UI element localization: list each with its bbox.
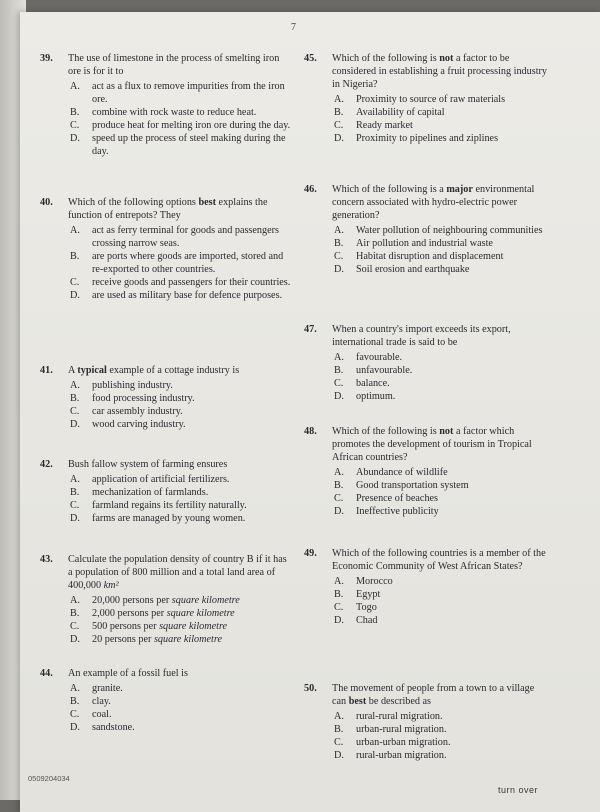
option-letter: D. — [334, 615, 344, 626]
option-letter: D. — [70, 513, 80, 524]
option-text: food processing industry. — [92, 393, 195, 404]
options-list — [334, 466, 550, 518]
question-text: Which of the following options best explains the function of entrepots? They — [68, 197, 268, 221]
option-b — [334, 479, 550, 492]
option-d — [334, 614, 550, 627]
question-49: 49. Which of the following countries is a member of the Economic Community of West African States? A. Morocco B. Egypt C. Togo D. Chad — [304, 547, 550, 627]
option-letter: B. — [70, 251, 80, 262]
question-41: 41. A typical example of a cottage industry is A. publishing industry. B. food processing industry. C. car assembly industry. D. wood carving industry. — [40, 364, 292, 431]
question-text: Which of the following is a major environmental concern associated with hydro-electric power generation? — [332, 184, 535, 221]
option-letter: C. — [334, 120, 344, 131]
options-list — [334, 710, 550, 762]
option-d — [334, 132, 550, 145]
option-b — [70, 695, 292, 708]
option-letter: A. — [334, 352, 344, 363]
option-letter: D. — [334, 750, 344, 761]
option-text: Presence of beaches — [356, 493, 439, 504]
option-text: produce heat for melting iron ore during the day. — [92, 120, 291, 131]
question-45: 45. Which of the following is not a factor to be considered in establishing a fruit processing industry in Nigeria? A. Proximity to source of raw materials B. Availability of capital C. Ready market D. Proximity to pipelines and ziplines — [304, 52, 550, 145]
option-letter: C. — [70, 277, 80, 288]
option-a — [334, 351, 550, 364]
option-text: optimum. — [356, 391, 396, 402]
option-c — [70, 119, 292, 132]
option-letter: C. — [70, 709, 80, 720]
options-list — [334, 351, 550, 403]
option-text: receive goods and passengers for their countries. — [92, 277, 291, 288]
option-letter: C. — [334, 493, 344, 504]
option-text: combine with rock waste to reduce heat. — [92, 107, 257, 118]
option-text: Morocco — [356, 576, 393, 587]
option-letter: D. — [70, 722, 80, 733]
option-letter: B. — [70, 608, 80, 619]
option-text: Togo — [356, 602, 377, 613]
option-text: 20,000 persons per square kilometre — [92, 595, 240, 606]
options-list — [334, 224, 550, 276]
option-d — [334, 263, 550, 276]
question-48: 48. Which of the following is not a factor which promotes the development of tourism in Tropical African countries? A. Abundance of wildlife B. Good transportation system C. Presence of beaches D. Ineffective publicity — [304, 425, 550, 518]
option-letter: D. — [334, 264, 344, 275]
question-42: 42. Bush fallow system of farming ensures A. application of artificial fertilizers. B. mechanization of farmlands. C. farmland regains its fertility naturally. D. farms are managed by young women. — [40, 458, 292, 525]
option-b — [334, 106, 550, 119]
option-c — [70, 276, 292, 289]
option-a — [334, 710, 550, 723]
option-text: farms are managed by young women. — [92, 513, 246, 524]
option-text: Proximity to pipelines and ziplines — [356, 133, 499, 144]
option-d — [334, 749, 550, 762]
option-letter: C. — [334, 602, 344, 613]
option-c — [70, 499, 292, 512]
option-b — [334, 588, 550, 601]
options-list — [70, 473, 292, 525]
option-b — [334, 237, 550, 250]
question-text: Which of the following countries is a member of the Economic Community of West African States? — [332, 548, 546, 572]
option-letter: B. — [70, 393, 80, 404]
question-text: Which of the following is not a factor which promotes the development of tourism in Tropical African countries? — [332, 426, 532, 463]
option-text: Habitat disruption and displacement — [356, 251, 504, 262]
option-d — [70, 289, 292, 302]
option-letter: B. — [334, 238, 344, 249]
option-b — [334, 723, 550, 736]
option-letter: A. — [70, 81, 80, 92]
option-a — [334, 466, 550, 479]
option-c — [334, 492, 550, 505]
turn-over-label: turn over — [498, 785, 539, 795]
option-letter: B. — [70, 107, 80, 118]
option-letter: B. — [70, 696, 80, 707]
question-text: The movement of people from a town to a village can best be described as — [332, 683, 535, 707]
question-43: 43. Calculate the population density of country B if it has a population of 800 million and a total land area of 400,000 km² A. 20,000 persons per square kilometre B. 2,000 persons per square kilometre C. 500 persons per square kilometre D. 20 persons per square kilometre — [40, 553, 292, 646]
option-letter: B. — [70, 487, 80, 498]
option-a — [70, 80, 292, 106]
options-list — [334, 575, 550, 627]
option-text: urban-rural migration. — [356, 724, 447, 735]
question-text: Calculate the population density of country B if it has a population of 800 million and a total land area of 400,000 km² — [68, 554, 287, 591]
option-letter: B. — [334, 724, 344, 735]
option-d — [334, 505, 550, 518]
options-list — [70, 224, 292, 302]
option-letter: C. — [70, 120, 80, 131]
option-letter: C. — [70, 500, 80, 511]
option-a — [70, 224, 292, 250]
option-letter: B. — [334, 365, 344, 376]
option-text: 500 persons per square kilometre — [92, 621, 228, 632]
option-letter: D. — [334, 391, 344, 402]
option-text: Proximity to source of raw materials — [356, 94, 506, 105]
option-letter: A. — [70, 225, 80, 236]
option-letter: A. — [334, 94, 344, 105]
options-list — [70, 80, 292, 158]
page-number: 7 — [291, 22, 296, 33]
option-letter: D. — [70, 133, 80, 144]
option-letter: A. — [70, 474, 80, 485]
question-text: Which of the following is not a factor to be considered in establishing a fruit processing industry in Nigeria? — [332, 53, 548, 90]
option-letter: C. — [70, 621, 80, 632]
option-text: Abundance of wildlife — [356, 467, 448, 478]
option-b — [70, 486, 292, 499]
option-d — [70, 512, 292, 525]
option-d — [334, 390, 550, 403]
option-text: are ports where goods are imported, stored and re-exported to other countries. — [92, 251, 284, 275]
option-letter: B. — [334, 480, 344, 491]
option-letter: D. — [70, 290, 80, 301]
option-letter: A. — [334, 467, 344, 478]
option-c — [334, 377, 550, 390]
option-a — [70, 682, 292, 695]
option-text: act as ferry terminal for goods and passengers crossing narrow seas. — [92, 225, 279, 249]
option-c — [70, 620, 292, 633]
option-c — [334, 601, 550, 614]
option-text: urban-urban migration. — [356, 737, 451, 748]
question-39: 39. The use of limestone in the process of smelting iron ore is for it to A. act as a flux to remove impurities from the iron ore. B. combine with rock waste to reduce heat. C. produce heat for melting iron ore during the day. D. speed up the process of steel making during the day. — [40, 53, 291, 157]
option-d — [70, 132, 292, 158]
option-b — [70, 392, 292, 405]
option-d — [70, 721, 292, 734]
option-text: Ineffective publicity — [356, 506, 439, 517]
option-text: Availability of capital — [356, 107, 445, 118]
option-text: wood carving industry. — [92, 419, 186, 430]
option-letter: C. — [334, 378, 344, 389]
option-text: mechanization of farmlands. — [92, 487, 209, 498]
option-text: speed up the process of steel making during the day. — [92, 133, 286, 157]
question-50: 50. The movement of people from a town to a village can best be described as A. rural-rural migration. B. urban-rural migration. C. urban-urban migration. D. rural-urban migration. — [304, 682, 550, 762]
option-text: favourable. — [356, 352, 403, 363]
option-letter: A. — [334, 576, 344, 587]
option-text: 20 persons per square kilometre — [92, 634, 222, 645]
option-text: Ready market — [356, 120, 413, 131]
option-a — [334, 93, 550, 106]
option-letter: D. — [334, 133, 344, 144]
option-b — [70, 106, 292, 119]
question-40: 40. Which of the following options best explains the function of entrepots? They A. act as ferry terminal for goods and passengers crossing narrow seas. B. are ports where goods are imported, stored and re-exported to other countries. C. receive goods and passengers for their countries. D. are used as military base for defence purposes. — [40, 197, 291, 301]
option-letter: D. — [70, 419, 80, 430]
question-46: 46. Which of the following is a major environmental concern associated with hydro-electric power generation? A. Water pollution of neighbouring communities B. Air pollution and industrial waste C. Habitat disruption and displacement D. Soil erosion and earthquake — [304, 183, 550, 276]
option-a — [334, 575, 550, 588]
option-text: publishing industry. — [92, 380, 173, 391]
question-44: 44. An example of a fossil fuel is A. granite. B. clay. C. coal. D. sandstone. — [40, 667, 292, 734]
question-text: The use of limestone in the process of smelting iron ore is for it to — [68, 53, 280, 77]
option-c — [334, 736, 550, 749]
option-text: Soil erosion and earthquake — [356, 264, 470, 275]
option-c — [334, 119, 550, 132]
option-a — [70, 473, 292, 486]
option-a — [70, 379, 292, 392]
option-text: rural-rural migration. — [356, 711, 443, 722]
question-text: A typical example of a cottage industry is — [68, 365, 240, 376]
option-letter: C. — [334, 251, 344, 262]
option-text: Air pollution and industrial waste — [356, 238, 493, 249]
option-text: Chad — [356, 615, 378, 626]
question-text: When a country's import exceeds its export, international trade is said to be — [332, 324, 511, 348]
option-letter: D. — [334, 506, 344, 517]
options-list — [70, 682, 292, 734]
options-list — [334, 93, 550, 145]
option-text: 2,000 persons per square kilometre — [92, 608, 235, 619]
option-letter: A. — [334, 711, 344, 722]
option-c — [70, 405, 292, 418]
option-letter: C. — [70, 406, 80, 417]
question-47: 47. When a country's import exceeds its export, international trade is said to be A. favourable. B. unfavourable. C. balance. D. optimum. — [304, 323, 550, 403]
option-text: clay. — [92, 696, 111, 707]
option-text: balance. — [356, 378, 390, 389]
question-text: Bush fallow system of farming ensures — [68, 459, 228, 470]
option-text: Egypt — [356, 589, 381, 600]
option-a — [334, 224, 550, 237]
option-text: are used as military base for defence purposes. — [92, 290, 283, 301]
options-list — [70, 594, 292, 646]
option-letter: B. — [334, 589, 344, 600]
option-text: sandstone. — [92, 722, 135, 733]
option-letter: A. — [334, 225, 344, 236]
option-text: act as a flux to remove impurities from the iron ore. — [92, 81, 285, 105]
option-b — [70, 607, 292, 620]
option-text: car assembly industry. — [92, 406, 183, 417]
option-c — [334, 250, 550, 263]
option-text: granite. — [92, 683, 123, 694]
question-text: An example of a fossil fuel is — [68, 668, 188, 679]
option-c — [70, 708, 292, 721]
option-letter: B. — [334, 107, 344, 118]
option-text: unfavourable. — [356, 365, 413, 376]
option-d — [70, 633, 292, 646]
option-d — [70, 418, 292, 431]
option-text: Water pollution of neighbouring communities — [356, 225, 543, 236]
option-letter: D. — [70, 634, 80, 645]
options-list — [70, 379, 292, 431]
paper-code: 0509204034 — [28, 774, 70, 783]
option-text: coal. — [92, 709, 112, 720]
option-b — [334, 364, 550, 377]
option-letter: C. — [334, 737, 344, 748]
unit-km2: km² — [103, 580, 119, 591]
option-a — [70, 594, 292, 607]
option-text: farmland regains its fertility naturally. — [92, 500, 247, 511]
option-text: rural-urban migration. — [356, 750, 447, 761]
option-b — [70, 250, 292, 276]
option-letter: A. — [70, 683, 80, 694]
option-text: application of artificial fertilizers. — [92, 474, 230, 485]
option-letter: A. — [70, 380, 80, 391]
option-letter: A. — [70, 595, 80, 606]
option-text: Good transportation system — [356, 480, 469, 491]
